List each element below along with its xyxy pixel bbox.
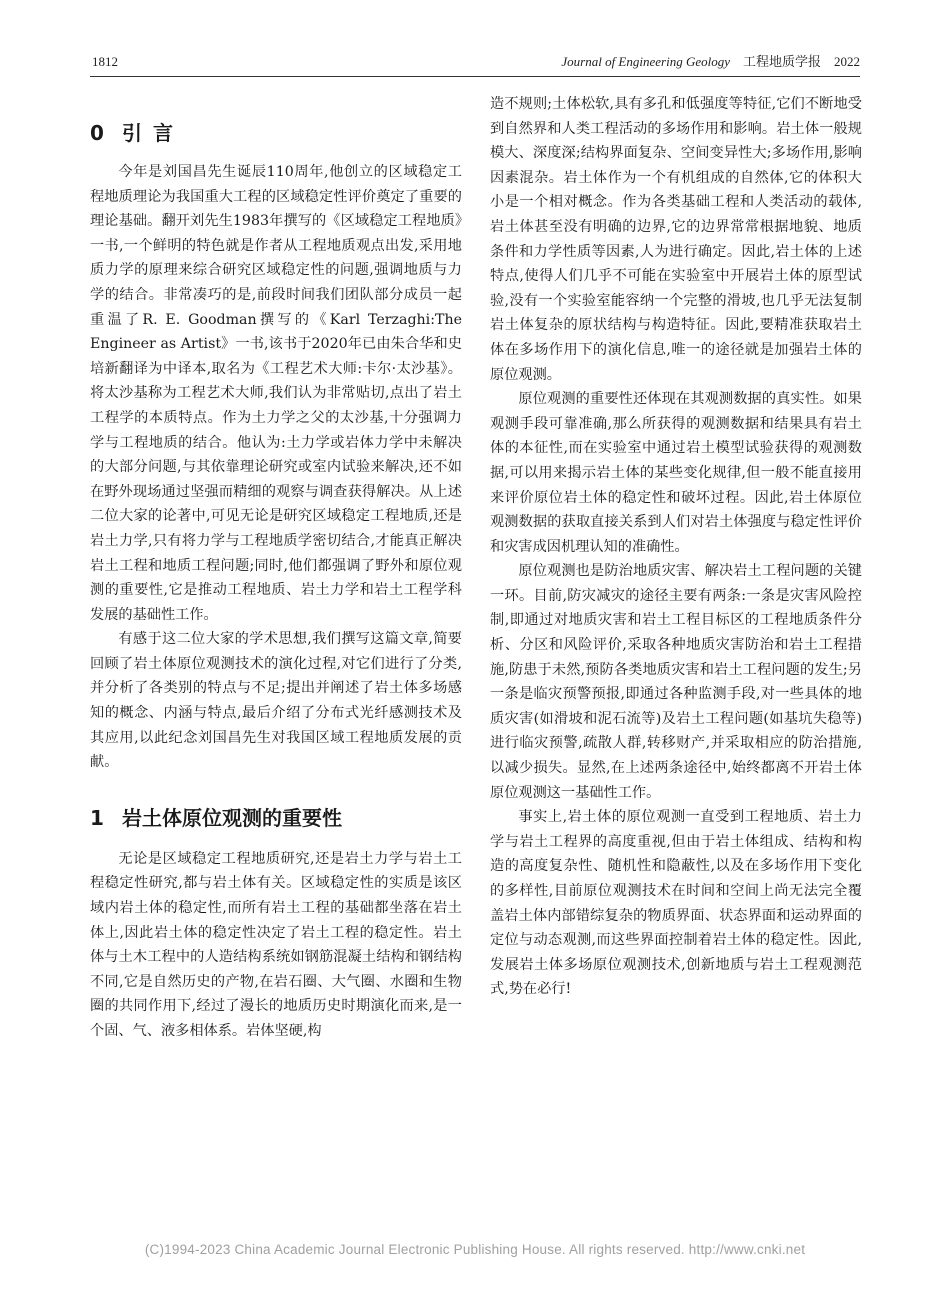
paragraph: 事实上,岩土体的原位观测一直受到工程地质、岩土力学与岩土工程界的高度重视,但由于岩土体组成、结构和构造的高度复杂性、随机性和隐蔽性,以及在多场作用下变化的多样性,目前原位观测技术在时间和空间上尚无法完全覆盖岩土体内部错综复杂的物质界面、状态界面和运动界面的定位与动态观测,而这些界面控制着岩土体的稳定性。因此,发展岩土体多场原位观测技术,创新地质与岩土工程观测范式,势在必行! <box>490 809 862 998</box>
running-header <box>561 52 860 72</box>
journal-name-cn: 工程地质学报 <box>742 54 821 69</box>
journal-name-en: Journal of Engineering Geology <box>561 54 730 69</box>
section-number: 1 <box>90 805 104 830</box>
paragraph: 无论是区域稳定工程地质研究,还是岩土力学与岩土工程稳定性研究,都与岩土体有关。区域稳定性的实质是该区域内岩土体的稳定性,而所有岩土工程的基础都坐落在岩土体上,因此岩土体的稳定性决定了岩土工程的稳定性。岩土体与土木工程中的人造结构系统如钢筋混凝土结构和钢结构不同,它是自然历史的产物,在岩石圈、大气圈、水圈和生物圈的共同作用下,经过了漫长的地质历史时期演化而来,是一个固、气、液多相体系。岩体坚硬,构 <box>90 850 462 1039</box>
section-number: 0 <box>90 121 106 145</box>
page-number: 1812 <box>92 54 118 69</box>
section-heading-importance <box>90 805 462 831</box>
section-title: 引 言 <box>122 121 175 145</box>
paragraph-continued: 造不规则;土体松软,具有多孔和低强度等特征,它们不断地受到自然界和人类工程活动的多场作用和影响。岩土体一般规模大、深度深;结构界面复杂、空间变异性大;多场作用,影响因素混杂。岩土体作为一个有机组成的自然体,它的体积大小是一个相对概念。作为各类基础工程和人类活动的载体,岩土体甚至没有明确的边界,它的边界常常根据地貌、地质条件和力学性质等因素,人为进行确定。因此,岩土体的上述特点,使得人们几乎不可能在实验室中开展岩土体的原型试验,没有一个实验室能容纳一个完整的滑坡,也几乎无法复制岩土体复杂的原状结构与构造特征。因此,要精准获取岩土体在多场作用下的演化信息,唯一的途径就是加强岩土体的原位观测。 <box>490 96 862 383</box>
section-title: 岩土体原位观测的重要性 <box>122 805 342 830</box>
copyright-footer: (C)1994-2023 China Academic Journal Electronic Publishing House. All rights reserved. http://www.cnki.net <box>144 1242 806 1257</box>
left-column <box>90 92 462 1044</box>
right-column <box>490 92 862 1002</box>
paragraph: 今年是刘国昌先生诞辰110周年,他创立的区域稳定工程地质理论为我国重大工程的区域稳定性评价奠定了重要的理论基础。翻开刘先生1983年撰写的《区域稳定工程地质》一书,一个鲜明的特色就是作者从工程地质观点出发,采用地质力学的原理来综合研究区域稳定性的问题,强调地质与力学的结合。非常凑巧的是,前段时间我们团队部分成员一起重温了R. E. Goodman撰写的《Karl Terzaghi:The Engineer as Artist》一书,该书于2020年已由朱合华和史培新翻译为中译本,取名为《工程艺术大师:卡尔·太沙基》。将太沙基称为工程艺术大师,我们认为非常贴切,点出了岩土工程学的本质特点。作为土力学之父的太沙基,十分强调力学与工程地质的结合。他认为:土力学或岩体力学中未解决的大部分问题,与其依靠理论研究或室内试验来解决,还不如在野外现场通过坚强而精细的观察与调查获得解决。从上述二位大家的论著中,可见无论是研究区域稳定工程地质,还是岩土力学,只有将力学与工程地质学密切结合,才能真正解决岩土工程和地质工程问题;同时,他们都强调了野外和原位观测的重要性,它是推动工程地质、岩土力学和岩土工程学科发展的基础性工作。 <box>90 164 462 623</box>
paragraph: 原位观测也是防治地质灾害、解决岩土工程问题的关键一环。目前,防灾减灾的途径主要有两条:一条是灾害风险控制,即通过对地质灾害和岩土工程目标区的工程地质条件分析、分区和风险评价,采取各种地质灾害防治和岩土工程措施,防患于未然,预防各类地质灾害和岩土工程问题的发生;另一条是临灾预警预报,即通过各种监测手段,对一些具体的地质灾害(如滑坡和泥石流等)及岩土工程问题(如基坑失稳等)进行临灾预警,疏散人群,转移财产,并采取相应的防治措施,以减少损失。显然,在上述两条途径中,始终都离不开岩土体原位观测这一基础性工作。 <box>490 563 862 801</box>
journal-year: 2022 <box>834 54 860 69</box>
paragraph: 原位观测的重要性还体现在其观测数据的真实性。如果观测手段可靠准确,那么所获得的观测数据和结果具有岩土体的本征性,而在实验室中通过岩土模型试验获得的观测数据,可以用来揭示岩土体的某些变化规律,但一般不能直接用来评价原位岩土体的稳定性和破坏过程。因此,岩土体原位观测数据的获取直接关系到人们对岩土体强度与稳定性评价和灾害成因机理认知的准确性。 <box>490 391 862 555</box>
header-rule <box>90 76 860 77</box>
section-heading-introduction <box>90 120 462 146</box>
paragraph: 有感于这二位大家的学术思想,我们撰写这篇文章,简要回顾了岩土体原位观测技术的演化过程,对它们进行了分类,并分析了各类别的特点与不足;提出并阐述了岩土体多场感知的概念、内涵与特点,最后介绍了分布式光纤感测技术及其应用,以此纪念刘国昌先生对我国区域工程地质发展的贡献。 <box>90 631 462 771</box>
